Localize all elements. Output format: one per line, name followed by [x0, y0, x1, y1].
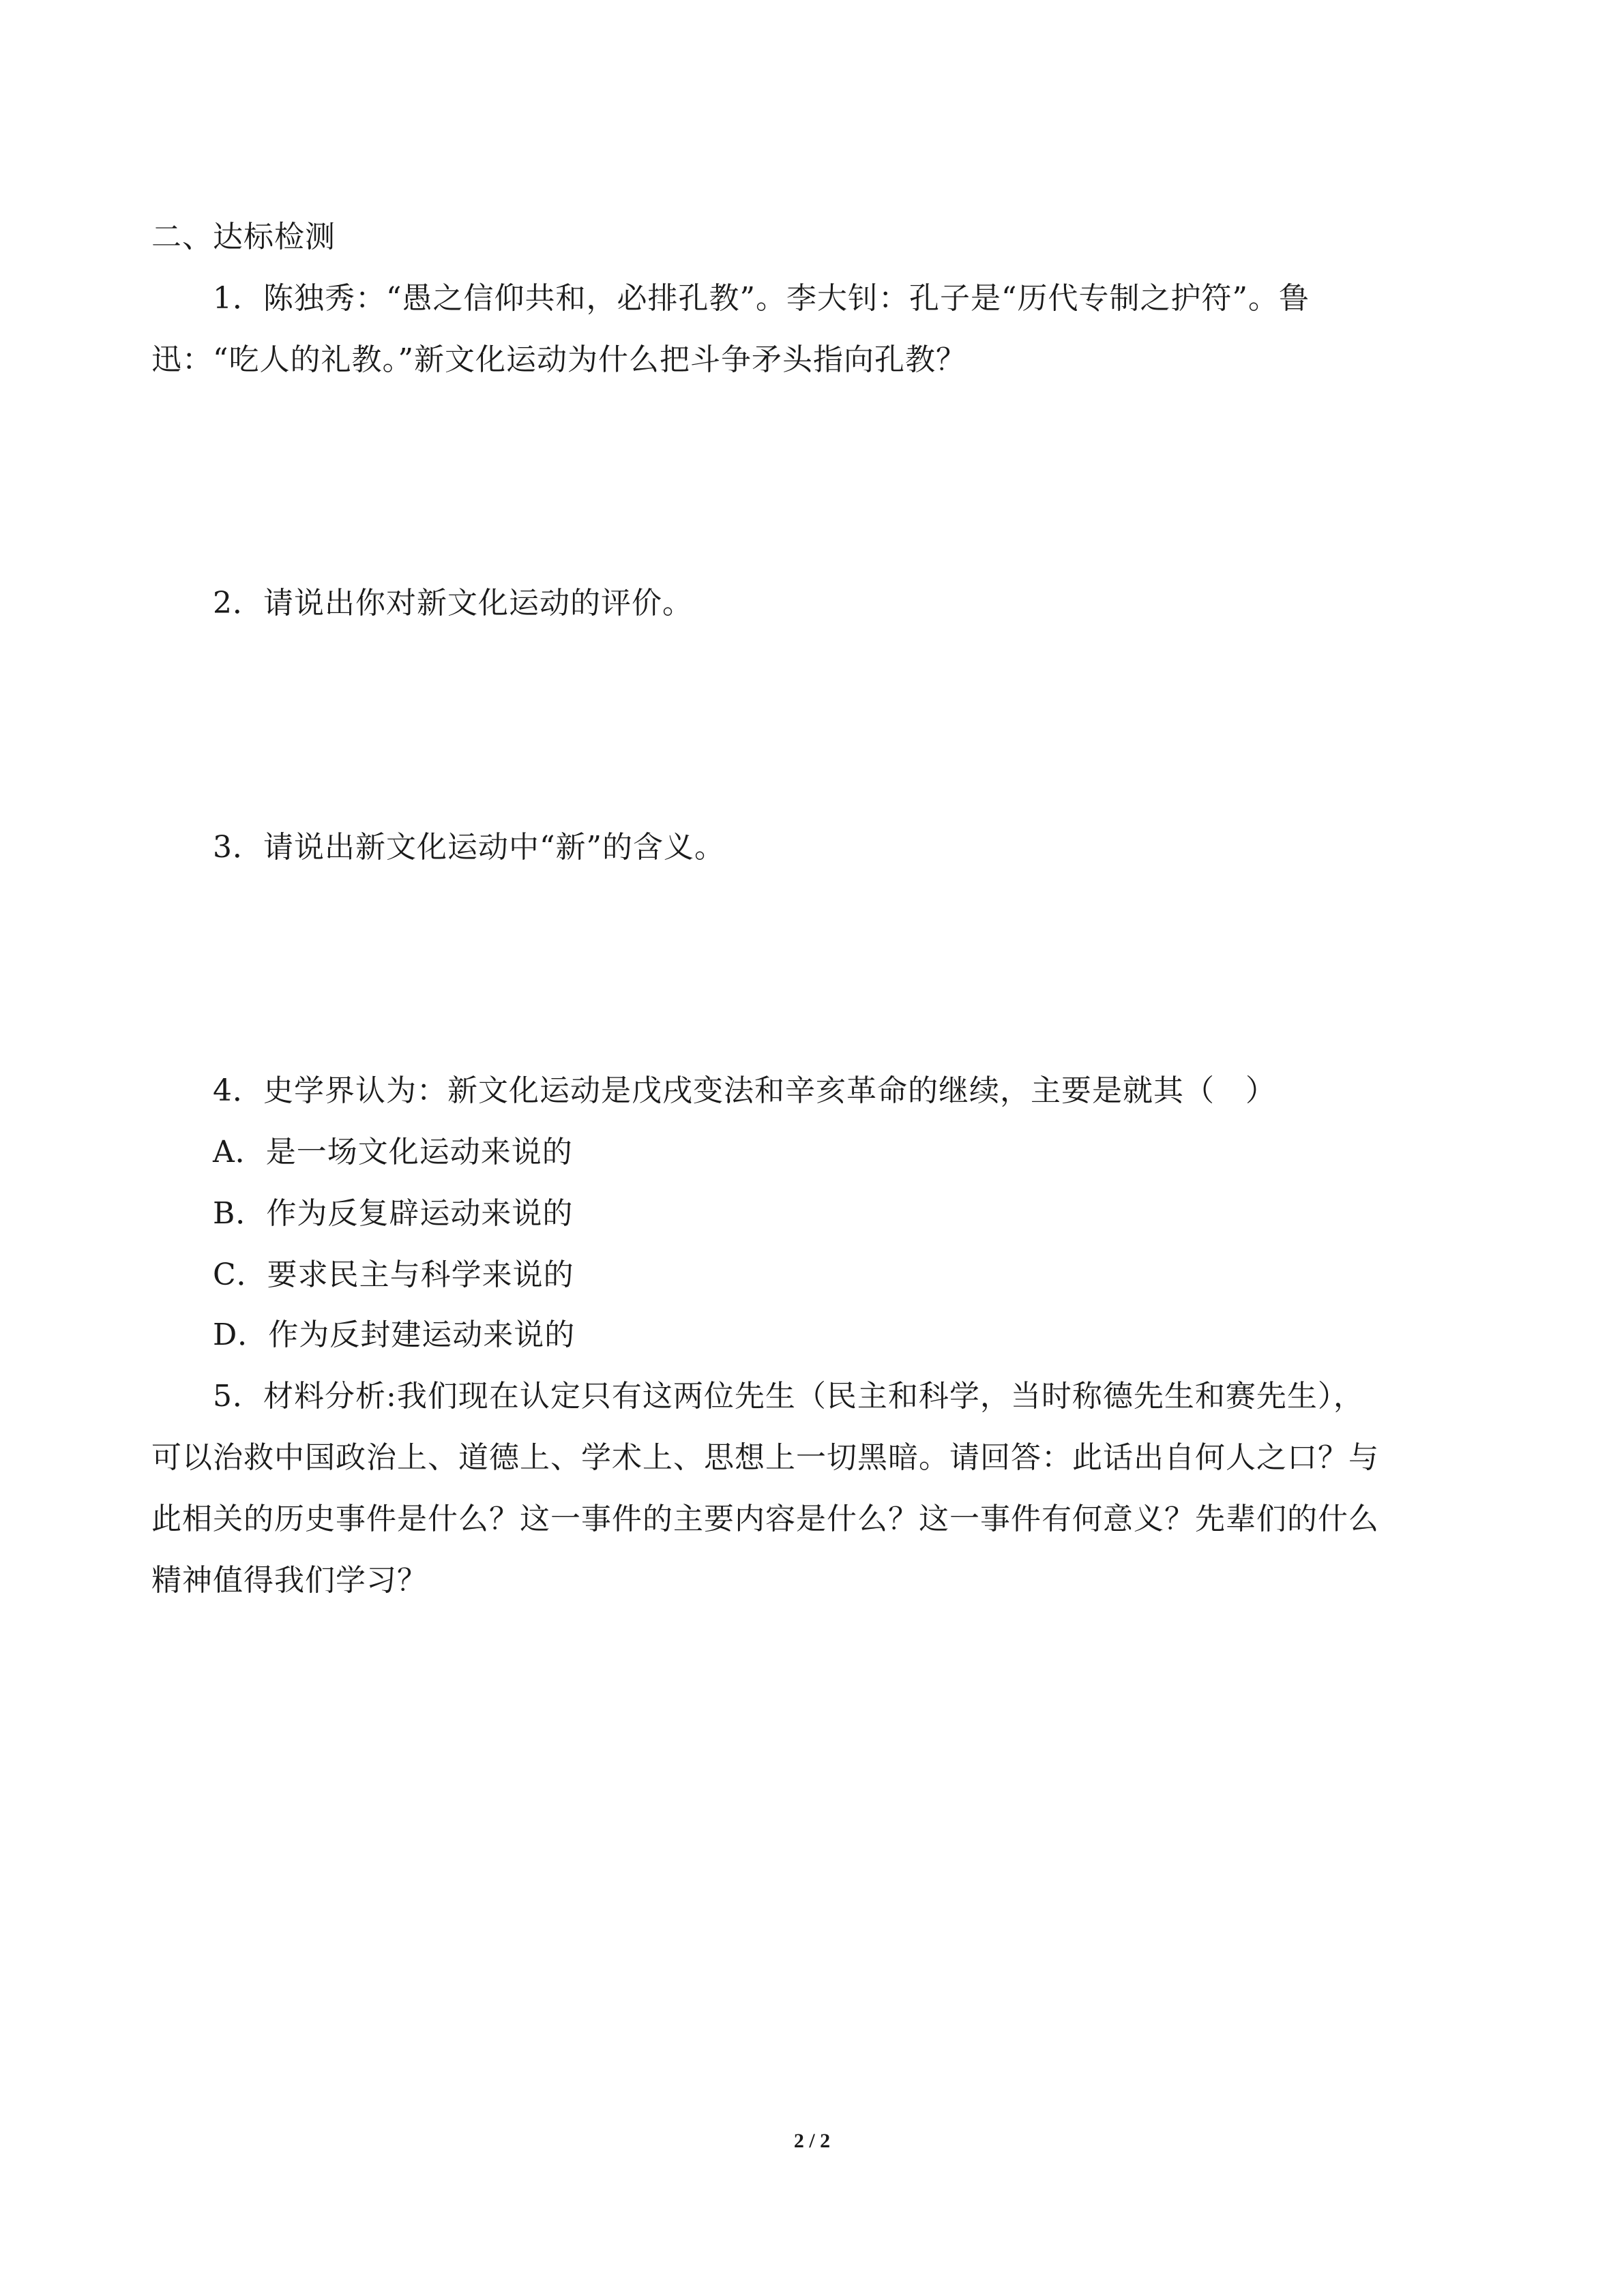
question-5-line-3: 此相关的历史事件是什么？这一事件的主要内容是什么？这一事件有何意义？先辈们的什么 [151, 1502, 1379, 1536]
question-3: 3．请说出新文化运动中“新”的含义。 [213, 830, 725, 865]
question-1-line-1: 1．陈独秀：“愚之信仰共和，必排孔教”。李大钊：孔子是“历代专制之护符”。鲁 [213, 281, 1310, 316]
question-4-option-d: D．作为反封建运动来说的 [213, 1317, 576, 1352]
question-4-option-c: C．要求民主与科学来说的 [213, 1257, 574, 1292]
question-1-line-2: 迅：“吃人的礼教。”新文化运动为什么把斗争矛头指向孔教？ [151, 342, 966, 377]
page-number: 2 / 2 [793, 2130, 831, 2152]
question-4-option-b: B．作为反复辟运动来说的 [213, 1196, 574, 1231]
question-2: 2．请说出你对新文化运动的评价。 [213, 586, 693, 621]
section-title: 二、达标检测 [151, 220, 336, 254]
question-5-line-4: 精神值得我们学习？ [151, 1563, 428, 1598]
question-4-option-a: A．是一场文化运动来说的 [213, 1135, 573, 1169]
question-5-line-2: 可以治救中国政治上、道德上、学术上、思想上一切黑暗。请回答：此话出自何人之口？与 [151, 1440, 1379, 1475]
question-5-line-1: 5．材料分析:我们现在认定只有这两位先生（民主和科学，当时称德先生和赛先生）， [213, 1379, 1364, 1414]
question-4: 4．史学界认为：新文化运动是戊戌变法和辛亥革命的继续，主要是就其（ ） [213, 1073, 1276, 1108]
